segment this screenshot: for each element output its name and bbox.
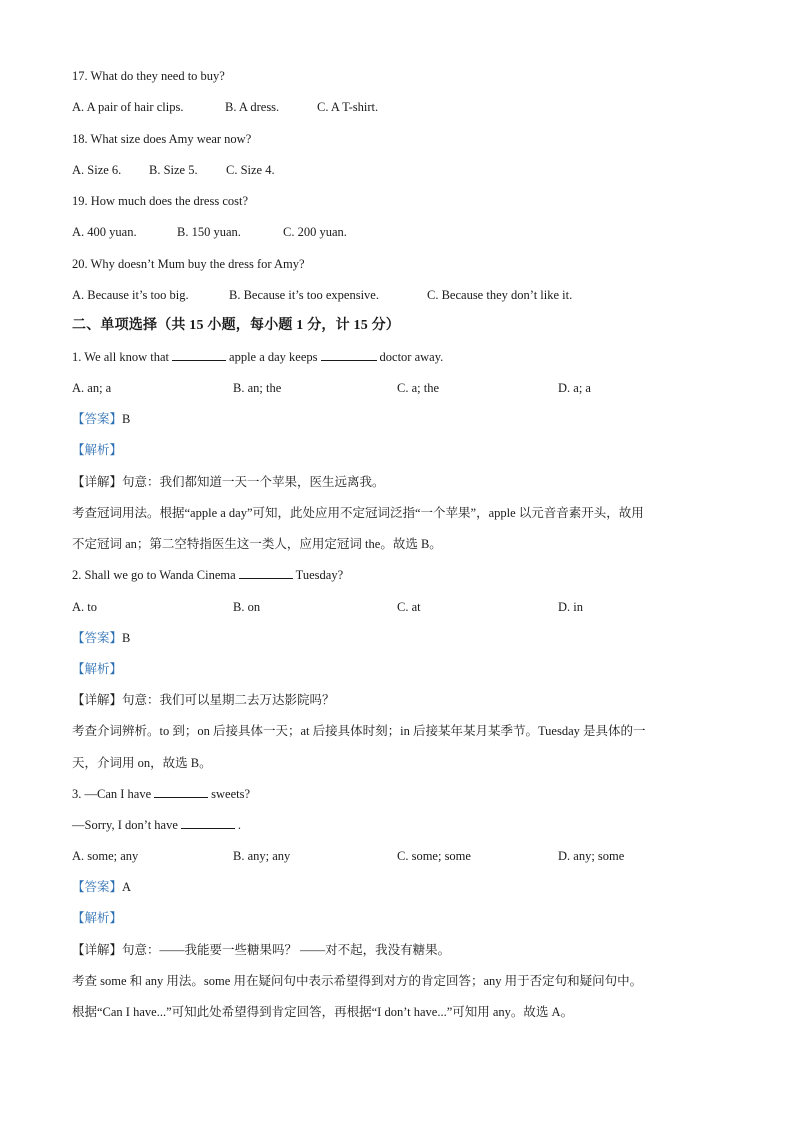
q3-answer (72, 877, 131, 897)
q2-stem-part1: 2. Shall we go to Wanda Cinema (72, 568, 236, 582)
section-title: 二、单项选择（共 15 小题，每小题 1 分，计 15 分） (72, 318, 400, 333)
q1-option-a: A. an; a (72, 381, 112, 395)
question-18-options (72, 160, 712, 180)
q2-blank (239, 566, 293, 579)
q1-option-c: C. a; the (397, 381, 440, 395)
q17-option-c: C. A T-shirt. (317, 100, 379, 114)
q3-option-a: A. some; any (72, 849, 139, 863)
q18-option-c: C. Size 4. (226, 163, 275, 177)
answer-label: 【答案】 (72, 880, 123, 894)
q2-explain-line-1: 考查介词辨析。to 到；on 后接具体一天；at 后接具体时刻；in 后接某年某月某季节。Tuesday 是具体的一 (72, 724, 646, 738)
q2-answer (72, 628, 130, 648)
question-20 (72, 254, 305, 274)
q1-answer (72, 409, 130, 429)
question-20-options (72, 285, 712, 305)
detail-label: 【详解】 (72, 475, 123, 489)
detail-label: 【详解】 (72, 943, 123, 957)
question-18 (72, 129, 251, 149)
q1-blank-2 (321, 348, 377, 361)
q18-option-a: A. Size 6. (72, 163, 122, 177)
question-17 (72, 66, 225, 86)
q3-option-c: C. some; some (397, 849, 471, 863)
question-20-text: 20. Why doesn’t Mum buy the dress for Amy? (72, 257, 305, 271)
q2-explain-line-2: 天，介词用 on，故选 B。 (72, 756, 212, 770)
q1-explain-line-2: 不定冠词 an；第二空特指医生这一类人，应用定冠词 the。故选 B。 (72, 537, 442, 551)
q3-stem1-part1: 3. —Can I have (72, 787, 152, 801)
mc-question-2-options (72, 597, 722, 617)
mc-question-1 (72, 347, 443, 367)
q20-option-b: B. Because it’s too expensive. (229, 288, 379, 302)
q3-option-d: D. any; some (558, 849, 625, 863)
q2-option-b: B. on (233, 600, 261, 614)
question-17-options (72, 97, 712, 117)
q3-blank-2 (181, 816, 235, 829)
q1-explain-line-1: 考查冠词用法。根据“apple a day”可知，此处应用不定冠词泛指“一个苹果”，apple 以元音音素开头，故用 (72, 506, 644, 520)
q2-stem-part2: Tuesday? (295, 568, 344, 582)
q2-option-c: C. at (397, 600, 421, 614)
mc-question-2 (72, 565, 343, 585)
q1-detail-text: 句意：我们都知道一天一个苹果，医生远离我。 (122, 475, 385, 489)
mc-question-3-options (72, 846, 722, 866)
q2-option-a: A. to (72, 600, 97, 614)
q19-option-b: B. 150 yuan. (177, 225, 241, 239)
question-19-options (72, 222, 712, 242)
q1-stem-part3: doctor away. (379, 350, 444, 364)
mc-question-3-line-1 (72, 784, 250, 804)
detail-label: 【详解】 (72, 693, 123, 707)
question-19 (72, 191, 248, 211)
q3-explain-line-2: 根据“Can I have...”可知此处希望得到肯定回答，再根据“I don’t have...”可知用 any。故选 A。 (72, 1005, 574, 1019)
q3-answer-value: A (122, 880, 132, 894)
q3-detail-text: 句意：——我能要一些糖果吗？ ——对不起，我没有糖果。 (122, 943, 451, 957)
q1-stem-part1: 1. We all know that (72, 350, 170, 364)
q20-option-a: A. Because it’s too big. (72, 288, 189, 302)
question-19-text: 19. How much does the dress cost? (72, 194, 249, 208)
q3-stem2-part1: —Sorry, I don’t have (72, 818, 178, 832)
q1-detail (72, 472, 385, 492)
q17-option-b: B. A dress. (225, 100, 280, 114)
q3-stem1-part2: sweets? (211, 787, 251, 801)
answer-label: 【答案】 (72, 412, 123, 426)
mc-question-1-options (72, 378, 722, 398)
q3-option-b: B. any; any (233, 849, 291, 863)
q3-analysis-label: 【解析】 (72, 911, 123, 925)
q1-option-d: D. a; a (558, 381, 591, 395)
q1-answer-value: B (122, 412, 131, 426)
q18-option-b: B. Size 5. (149, 163, 198, 177)
q2-analysis-label: 【解析】 (72, 662, 123, 676)
q3-explain-line-1: 考查 some 和 any 用法。some 用在疑问句中表示希望得到对方的肯定回答；any 用于否定句和疑问句中。 (72, 974, 643, 988)
q2-answer-value: B (122, 631, 131, 645)
q3-stem2-part2: . (237, 818, 242, 832)
q17-option-a: A. A pair of hair clips. (72, 100, 184, 114)
q2-option-d: D. in (558, 600, 583, 614)
q2-detail (72, 690, 335, 710)
mc-question-3-line-2 (72, 815, 241, 835)
q3-detail (72, 940, 450, 960)
question-17-text: 17. What do they need to buy? (72, 69, 225, 83)
q2-detail-text: 句意：我们可以星期二去万达影院吗？ (122, 693, 335, 707)
q3-blank-1 (154, 785, 208, 798)
q20-option-c: C. Because they don’t like it. (427, 288, 573, 302)
q19-option-a: A. 400 yuan. (72, 225, 137, 239)
question-18-text: 18. What size does Amy wear now? (72, 132, 252, 146)
q1-stem-part2: apple a day keeps (229, 350, 318, 364)
q1-analysis-label: 【解析】 (72, 443, 123, 457)
q1-option-b: B. an; the (233, 381, 282, 395)
q19-option-c: C. 200 yuan. (283, 225, 347, 239)
answer-label: 【答案】 (72, 631, 123, 645)
q1-blank-1 (172, 348, 226, 361)
